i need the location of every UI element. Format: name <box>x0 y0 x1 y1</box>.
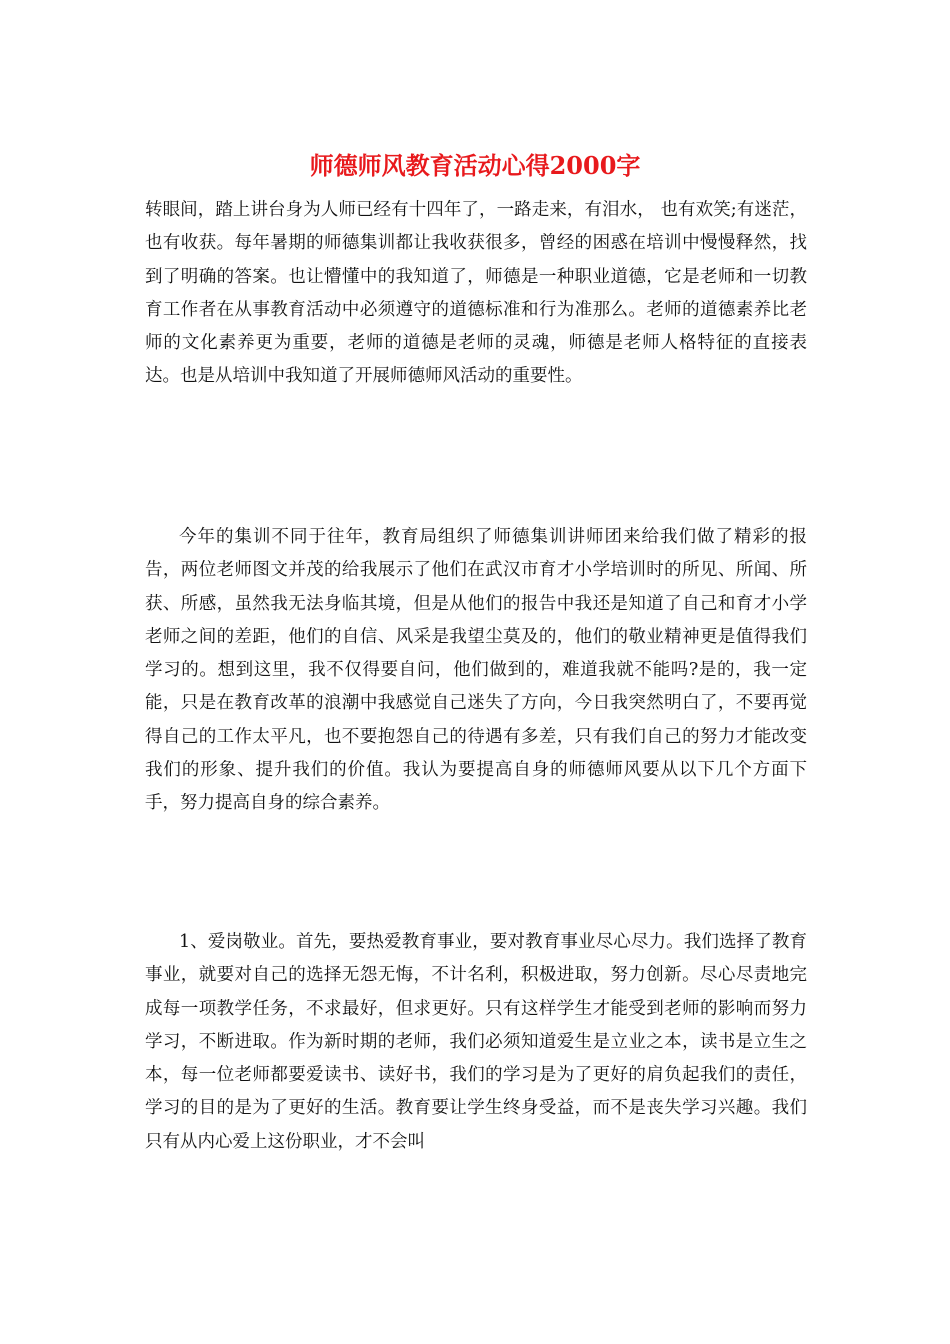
paragraph-training: 今年的集训不同于往年，教育局组织了师德集训讲师团来给我们做了精彩的报告，两位老师图文并茂的给我展示了他们在武汉市育才小学培训时的所见、所闻、所获、所感，虽然我无法身临其境，但是从他们的报告中我还是知道了自己和育才小学老师之间的差距，他们的自信、风采是我望尘莫及的，他们的敬业精神更是值得我们学习的。想到这里，我不仅得要自问，他们做到的，难道我就不能吗?是的，我一定能，只是在教育改革的浪潮中我感觉自己迷失了方向，今日我突然明白了，不要再觉得自己的工作太平凡，也不要抱怨自己的待遇有多差，只有我们自己的努力才能改变我们的形象、提升我们的价值。我认为要提高自身的师德师风要从以下几个方面下手，努力提高自身的综合素养。 <box>145 527 807 814</box>
paragraph-intro: 转眼间，踏上讲台身为人师已经有十四年了，一路走来，有泪水， 也有欢笑;有迷茫，也有收获。每年暑期的师德集训都让我收获很多，曾经的困惑在培训中慢慢释然，找到了明确的答案。也让懵懂中的我知道了，师德是一种职业道德，它是老师和一切教育工作者在从事教育活动中必须遵守的道德标准和行为准那么。老师的道德素养比老师的文化素养更为重要，老师的道德是老师的灵魂，师德是老师人格特征的直接表达。也是从培训中我知道了开展师德师风活动的重要性。 <box>145 200 807 387</box>
document-title: 师德师风教育活动心得2000字 <box>309 151 641 180</box>
paragraph-dedication: 1、爱岗敬业。首先，要热爱教育事业，要对教育事业尽心尽力。我们选择了教育事业，就要对自己的选择无怨无悔，不计名利，积极进取，努力创新。尽心尽责地完成每一项教学任务，不求最好，但求更好。只有这样学生才能受到老师的影响而努力学习，不断进取。作为新时期的老师，我们必须知道爱生是立业之本，读书是立生之本，每一位老师都要爱读书、读好书，我们的学习是为了更好的肩负起我们的责任，学习的目的是为了更好的生活。教育要让学生终身受益，而不是丧失学习兴趣。我们只有从内心爱上这份职业，才不会叫 <box>145 932 807 1152</box>
